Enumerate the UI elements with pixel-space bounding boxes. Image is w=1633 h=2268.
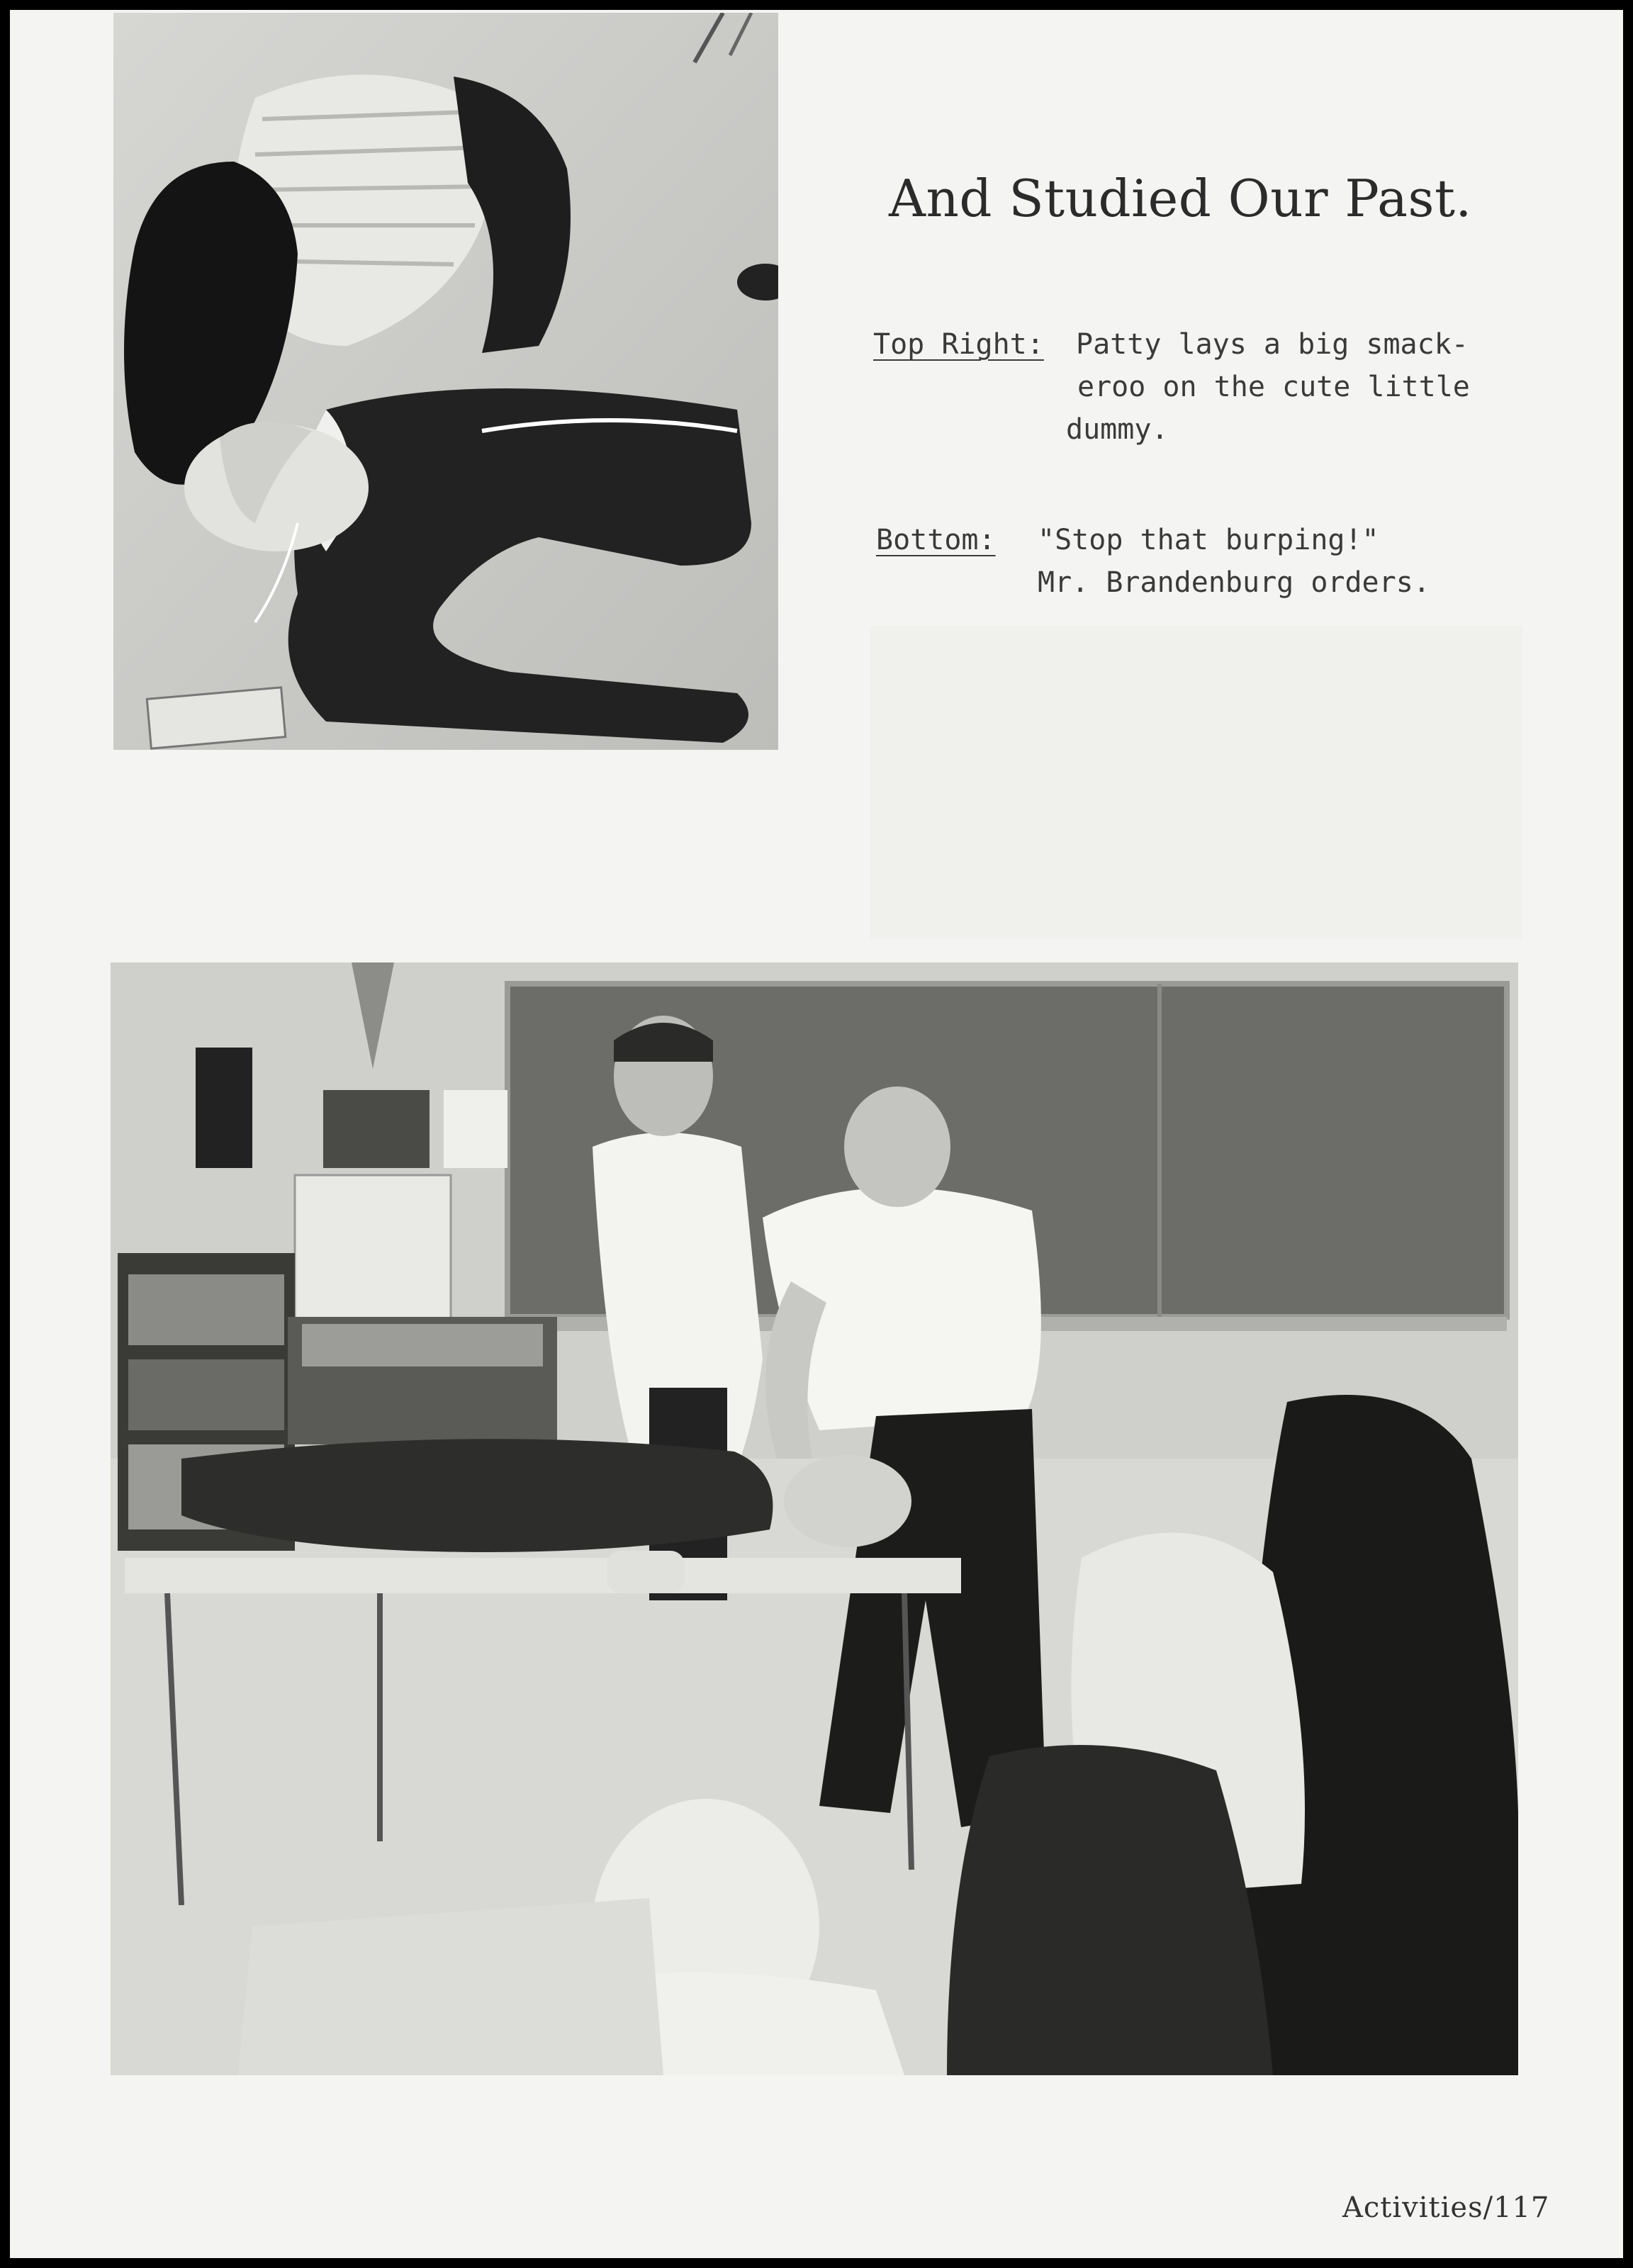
cpr-practice-photo bbox=[113, 13, 778, 750]
classroom-demonstration-illustration bbox=[111, 962, 1518, 2075]
classroom-demonstration-photo bbox=[111, 962, 1518, 2075]
caption-bottom-line1: "Stop that burping!" bbox=[1038, 524, 1379, 556]
yearbook-page bbox=[10, 10, 1623, 2258]
caption-top-right-line1: Patty lays a big smack- bbox=[1076, 328, 1469, 361]
cpr-practice-illustration bbox=[113, 13, 778, 750]
caption-label: Bottom: bbox=[876, 524, 996, 556]
caption-label: Top Right: bbox=[873, 328, 1044, 361]
page-number: Activities/117 bbox=[1342, 2191, 1550, 2224]
faint-bleed-through bbox=[870, 627, 1522, 938]
caption-top-right-label bbox=[873, 323, 1044, 366]
caption-top-right-line3: dummy. bbox=[1066, 413, 1169, 446]
caption-bottom-line2: Mr. Brandenburg orders. bbox=[1038, 566, 1430, 599]
caption-bottom-label bbox=[876, 519, 996, 561]
page-title: And Studied Our Past. bbox=[889, 169, 1472, 228]
caption-top-right-line2: eroo on the cute little bbox=[1077, 371, 1470, 403]
